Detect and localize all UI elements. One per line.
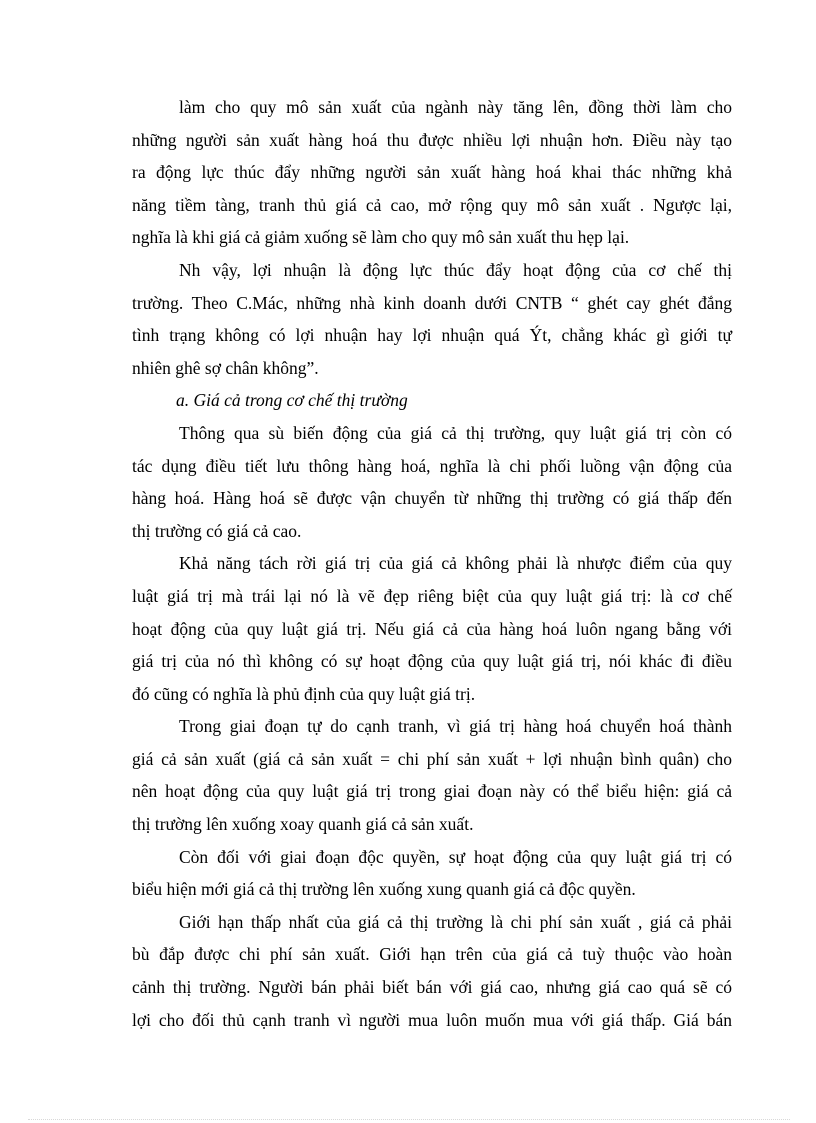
text-line: Còn đối với giai đoạn độc quyền, sự hoạt động của quy luật giá trị có (179, 846, 732, 867)
text-line: năng tiềm tàng, tranh thủ giá cả cao, mở rộng quy mô sản xuất . Ngược lại, (132, 194, 732, 215)
text-line: thị trường lên xuống xoay quanh giá cả sản xuất. (132, 814, 474, 835)
text-line: giá trị của nó thì không có sự hoạt động của quy luật giá trị, nói khác đi điều (132, 651, 732, 672)
text-line: trường. Theo C.Mác, những nhà kinh doanh dưới CNTB “ ghét cay ghét đắng (132, 292, 732, 313)
text-line: tình trạng không có lợi nhuận hay lợi nhuận quá Ýt, chẳng khác gì giới tự (132, 325, 732, 346)
text-line: hoạt động của quy luật giá trị. Nếu giá cả của hàng hoá luôn ngang bằng với (132, 618, 732, 639)
text-line: biểu hiện mới giá cả thị trường lên xuống xung quanh giá cả độc quyền. (132, 879, 636, 900)
text-line: giá cả sản xuất (giá cả sản xuất = chi phí sản xuất + lợi nhuận bình quân) cho (132, 748, 732, 769)
text-line: luật giá trị mà trái lại nó là vẽ đẹp riêng biệt của quy luật giá trị: là cơ chế (132, 585, 732, 606)
text-line: thị trường có giá cả cao. (132, 520, 302, 541)
page-bottom-divider (28, 1119, 790, 1120)
text-line: lợi cho đối thủ cạnh tranh vì người mua luôn muốn mua với giá thấp. Giá bán (132, 1009, 732, 1030)
text-line: cảnh thị trường. Người bán phải biết bán với giá cao, nhưng giá cao quá sẽ có (132, 977, 732, 998)
text-line: nên hoạt động của quy luật giá trị trong giai đoạn này có thể biểu hiện: giá cả (132, 781, 732, 802)
text-line: Giới hạn thấp nhất của giá cả thị trường là chi phí sản xuất , giá cả phải (179, 911, 732, 932)
text-line: ra động lực thúc đẩy những người sản xuất hàng hoá khai thác những khả (132, 162, 732, 183)
text-line: những người sản xuất hàng hoá thu được nhiều lợi nhuận hơn. Điều này tạo (132, 129, 732, 150)
text-line: tác dụng điều tiết lưu thông hàng hoá, nghĩa là chi phối luồng vận động của (132, 455, 732, 476)
text-line: làm cho quy mô sản xuất của ngành này tăng lên, đồng thời làm cho (179, 97, 732, 117)
text-line: hàng hoá. Hàng hoá sẽ được vận chuyển từ những thị trường có giá thấp đến (132, 488, 732, 509)
text-line: Thông qua sù biến động của giá cả thị trường, quy luật giá trị còn có (179, 422, 732, 443)
text-line: Nh vậy, lợi nhuận là động lực thúc đẩy hoạt động của cơ chế thị (179, 259, 732, 280)
text-line: Khả năng tách rời giá trị của giá cả không phải là nhược điểm của quy (179, 553, 732, 574)
text-line: Trong giai đoạn tự do cạnh tranh, vì giá trị hàng hoá chuyển hoá thành (179, 716, 732, 737)
text-line: bù đắp được chi phí sản xuất. Giới hạn trên của giá cả tuỳ thuộc vào hoàn (132, 944, 732, 965)
text-line: nhiên ghê sợ chân không”. (132, 357, 319, 378)
section-heading: a. Giá cả trong cơ chế thị trường (176, 390, 408, 411)
text-line: nghĩa là khi giá cả giảm xuống sẽ làm cho quy mô sản xuất thu hẹp lại. (132, 227, 630, 248)
text-line: đó cũng có nghĩa là phủ định của quy luật giá trị. (132, 683, 476, 704)
document-page (132, 91, 732, 1036)
